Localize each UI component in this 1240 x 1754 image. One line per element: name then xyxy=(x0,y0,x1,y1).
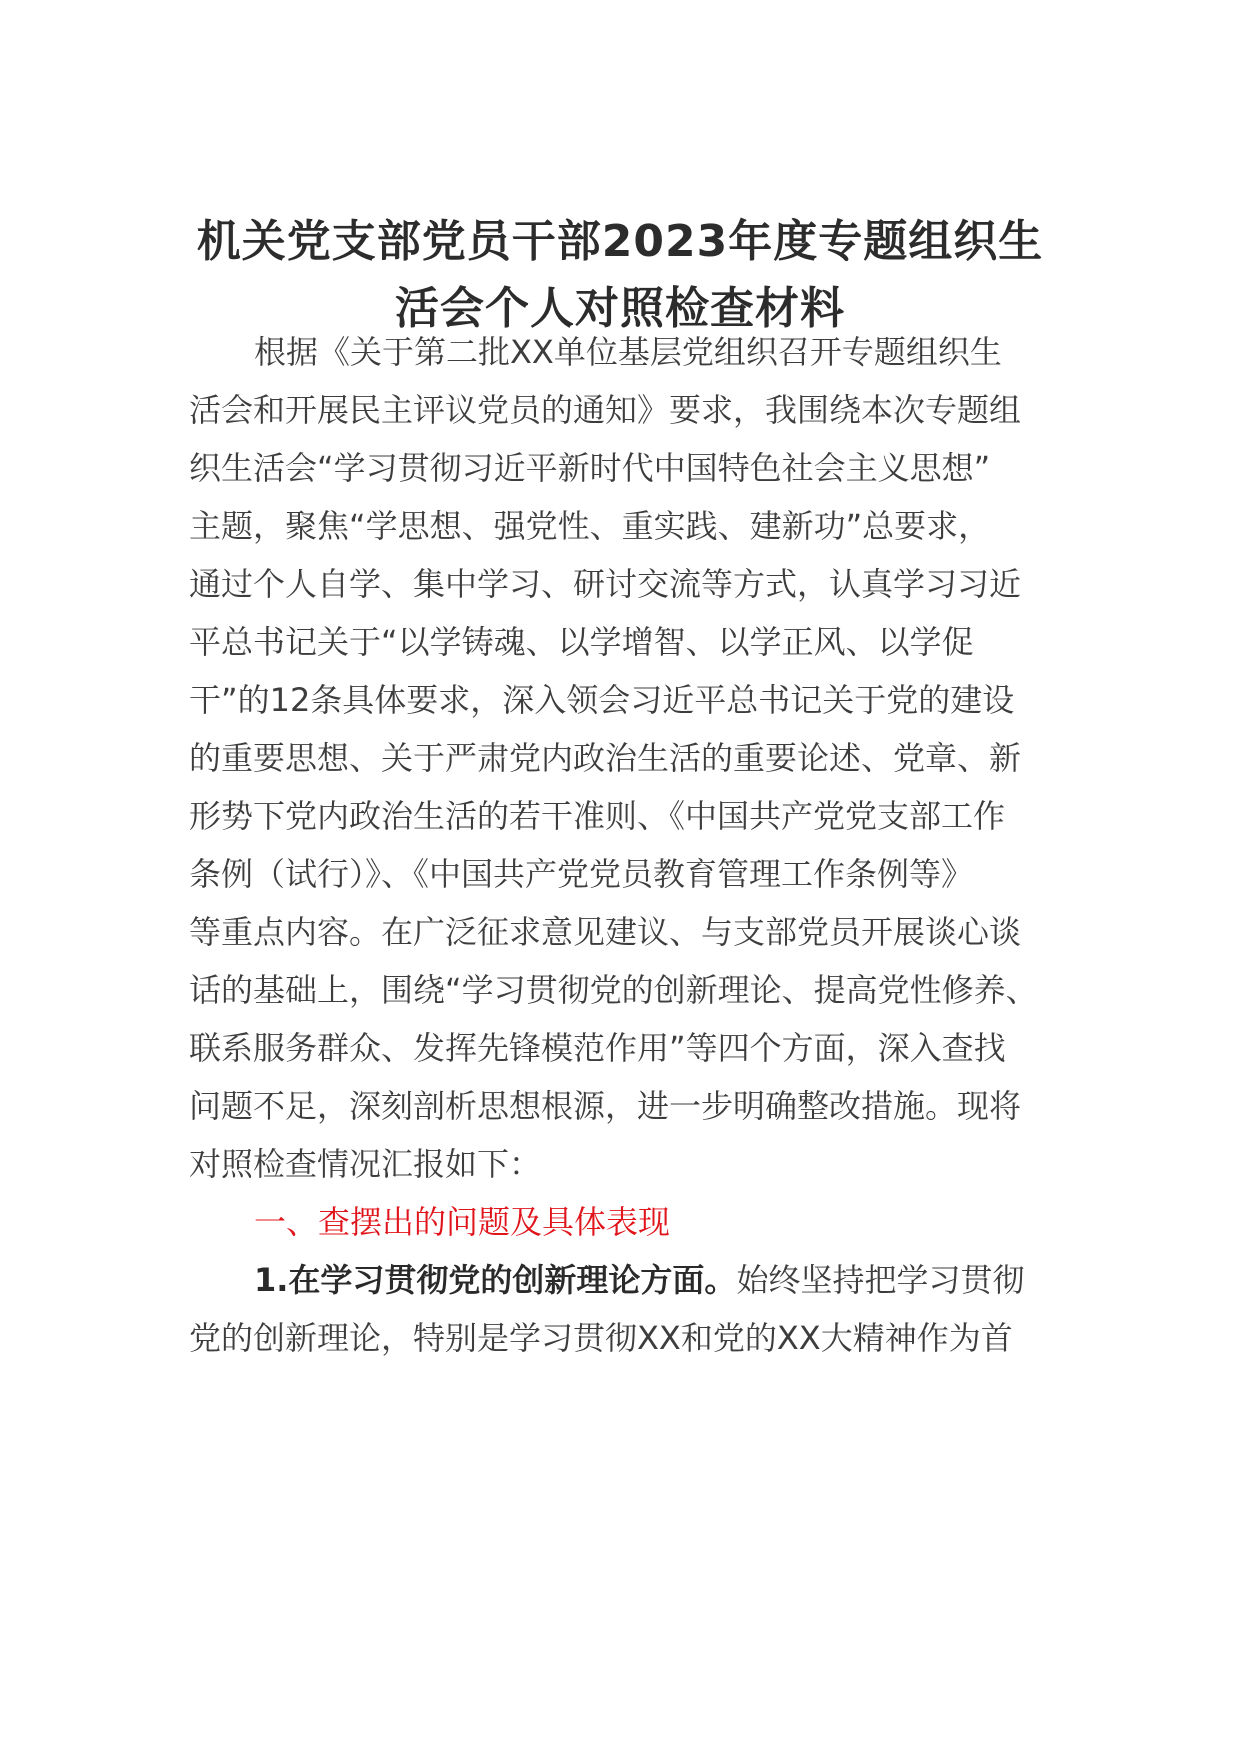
paragraph-line: 主题，聚焦“学思想、强党性、重实践、建新功”总要求， xyxy=(189,507,991,545)
paragraph-line: 干”的12条具体要求，深入领会习近平总书记关于党的建设 xyxy=(189,681,1015,719)
paragraph-line: 根据《关于第二批XX单位基层党组织召开专题组织生 xyxy=(254,333,1002,371)
item-heading: 1.在学习贯彻党的创新理论方面。 xyxy=(254,1261,737,1299)
document-title-line-1: 机关党支部党员干部2023年度专题组织生 xyxy=(196,216,1044,267)
paragraph-line: 等重点内容。在广泛征求意见建议、与支部党员开展谈心谈 xyxy=(189,913,1022,951)
section-heading: 一、查摆出的问题及具体表现 xyxy=(254,1203,671,1241)
item-text: 始终坚持把学习贯彻 xyxy=(736,1261,1025,1299)
paragraph-line: 形势下党内政治生活的若干准则、《中国共产党党支部工作 xyxy=(189,797,1006,835)
paragraph-line: 的重要思想、关于严肃党内政治生活的重要论述、党章、新 xyxy=(189,739,1022,777)
paragraph-line: 活会和开展民主评议党员的通知》要求，我围绕本次专题组 xyxy=(189,391,1022,429)
paragraph-line: 问题不足，深刻剖析思想根源，进一步明确整改措施。现将 xyxy=(189,1087,1022,1125)
paragraph-line: 通过个人自学、集中学习、研讨交流等方式，认真学习习近 xyxy=(189,565,1022,603)
item-line xyxy=(254,1260,1024,1300)
paragraph-line: 联系服务群众、发挥先锋模范作用”等四个方面，深入查找 xyxy=(189,1029,1006,1067)
paragraph-line: 话的基础上，围绕“学习贯彻党的创新理论、提高党性修养、 xyxy=(189,971,1038,1009)
paragraph-line: 党的创新理论，特别是学习贯彻XX和党的XX大精神作为首 xyxy=(189,1319,1013,1357)
document-title-line-2: 活会个人对照检查材料 xyxy=(395,283,845,334)
paragraph-line: 条例（试行）》、《中国共产党党员教育管理工作条例等》 xyxy=(189,855,974,893)
paragraph-line: 对照检查情况汇报如下： xyxy=(189,1145,542,1183)
paragraph-line: 织生活会“学习贯彻习近平新时代中国特色社会主义思想” xyxy=(189,449,991,487)
paragraph-line: 平总书记关于“以学铸魂、以学增智、以学正风、以学促 xyxy=(189,623,974,661)
